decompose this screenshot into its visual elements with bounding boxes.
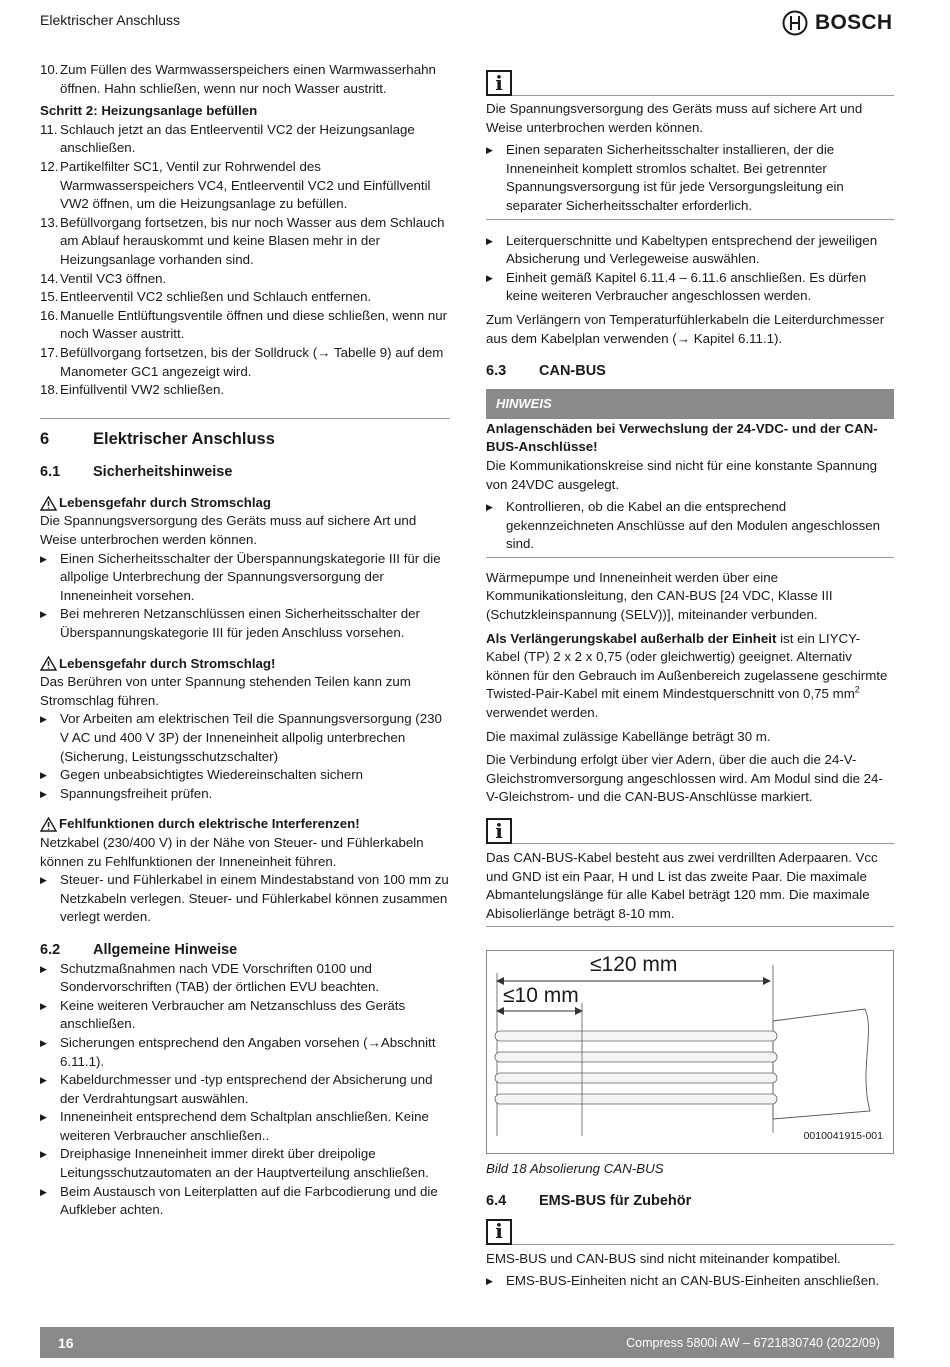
paragraph: Als Verlängerungskabel außerhalb der Einheit ist ein LIYCY-Kabel (TP) 2 x 2 x 0,75 (oder gleichwertig) geeignet. Alternativ können für den Gebrauch im Außenbereich zugelassene geschirmte Twisted-Pair-Kabel mit einem Mindestquerschnitt von 0,75 $mm^2$ verwendet werden. (486, 630, 888, 721)
warning-title: Lebensgefahr durch Stromschlag! (40, 655, 450, 674)
section-divider (40, 418, 450, 419)
step-item: 16. Manuelle Entlüftungsventile öffnen und diese schließen, wenn nur noch Wasser austritt. (40, 307, 448, 342)
bullet-item: ▶ Einen separaten Sicherheitsschalter installieren, der die Inneneinheit komplett stromlos schaltet. Bei getrennter Spannungsversorgung ist für jede Versorgungsleitung ein separater Sicherheitsschalter erforderlich. (486, 141, 894, 215)
figure-id: 0010041915-001 (803, 1129, 883, 1142)
bullet-item: ▶ Kontrollieren, ob die Kabel an die entsprechend gekennzeichneten Anschlüsse auf den Modulen angeschlossen sind. (486, 498, 894, 554)
info-text: EMS-BUS und CAN-BUS sind nicht miteinander kompatibel. (486, 1250, 841, 1266)
step-item: 11. Schlauch jetzt an das Entleerventil VC2 der Heizungsanlage anschließen. (40, 121, 415, 156)
paragraph: Die Verbindung erfolgt über vier Adern, über die auch die 24-V-Gleichstromversorgung angeschlossen wird. Am Modul sind die 24-V-Gleichstrom- und die CAN-BUS-Anschlüsse markiert. (486, 752, 883, 805)
bullet-item: ▶ Vor Arbeiten am elektrischen Teil die Spannungsversorgung (230 V AC und 400 V 3P) der Inneneinheit allpolig unterbrechen (Sicherung, Leistungsschutzschalter) (40, 710, 450, 766)
bullet-item: ▶ Kabeldurchmesser und -typ entsprechend der Absicherung und der Verdrahtungsart auswählen. (40, 1071, 450, 1108)
info-text: Das CAN-BUS-Kabel besteht aus zwei verdrillten Aderpaaren. Vcc und GND ist ein Paar, H und L ist das zweite Paar. Die maximale Abmantelungslänge für alle Kabel beträgt 120 mm. Die maximale Abisolierlänge beträgt 8-10 mm. (486, 850, 878, 921)
dimension-label-jacket: ≤120 mm (590, 953, 678, 977)
bullet-item: ▶ EMS-BUS-Einheiten nicht an CAN-BUS-Einheiten anschließen. (486, 1272, 894, 1291)
subsection-heading: 6.3 CAN-BUS (486, 363, 606, 380)
warning-title: Fehlfunktionen durch elektrische Interferenzen! (40, 815, 450, 834)
step-item: 15. Entleerventil VC2 schließen und Schlauch entfernen. (40, 289, 372, 305)
running-header-title: Elektrischer Anschluss (40, 12, 181, 28)
subsection-heading: 6.2 Allgemeine Hinweise (40, 941, 238, 958)
info-text: Die Spannungsversorgung des Geräts muss auf sichere Art und Weise unterbrochen werden können. (486, 101, 863, 135)
brand-name: BOSCH (815, 11, 893, 34)
subsection-heading: 6.1 Sicherheitshinweise (40, 464, 233, 481)
warning-text: Das Berühren von unter Spannung stehenden Teilen kann zum Stromschlag führen. (40, 674, 411, 708)
notice-text: Die Kommunikationskreise sind nicht für eine konstante Spannung von 24VDC ausgelegt. (486, 457, 878, 492)
paragraph: Wärmepumpe und Inneneinheit werden über eine Kommunikationsleitung, den CAN-BUS [24 VDC, Klasse III (Schutzkleinspannung (SELV))], miteinander verbunden. (486, 569, 833, 623)
bullet-item: ▶ Einen Sicherheitsschalter der Überspannungskategorie III für die allpolige Unterbrechung der Spannungsversorgung der Inneneinheit vorsehen. (40, 550, 450, 606)
step-item: 12. Partikelfilter SC1, Ventil zur Rohrwendel des Warmwasserspeichers VC4, Entleerventil VC2 und Einfüllventil VW2 öffnen, um die Heizungsanlage zu befüllen. (40, 158, 431, 212)
info-icon: i (486, 70, 512, 96)
page-footer (40, 1327, 894, 1358)
bullet-item: ▶ Bei mehreren Netzanschlüssen einen Sicherheitsschalter der Überspannungskategorie III für jeden Anschluss vorsehen. (40, 605, 450, 642)
document-reference: Compress 5800i AW – 6721830740 (2022/09) (626, 1335, 880, 1350)
bullet-item: ▶ Schutzmaßnahmen nach VDE Vorschriften 0100 und Sondervorschriften (TAB) der örtlichen EVU beachten. (40, 960, 450, 997)
warning-triangle-icon (40, 496, 57, 511)
step-heading: Schritt 2: Heizungsanlage befüllen (40, 103, 258, 119)
figure-stripping-diagram (486, 950, 894, 1154)
paragraph: Zum Verlängern von Temperaturfühlerkabeln die Leiterdurchmesser aus dem Kabelplan verwenden (→ Kapitel 6.11.1). (486, 311, 885, 346)
notice-end-rule (486, 557, 894, 558)
info-icon: i (486, 1219, 512, 1245)
step-item: 13. Befüllvorgang fortsetzen, bis nur noch Wasser aus dem Schlauch am Ablauf herauskommt und keine Blasen mehr in der Heizungsanlage vorhanden sind. (40, 214, 445, 267)
bullet-item: ▶ Einheit gemäß Kapitel 6.11.4 – 6.11.6 anschließen. Es dürfen keine weiteren Verbraucher angeschlossen werden. (486, 269, 894, 306)
cable-diagram (487, 951, 893, 1151)
figure-caption: Bild 18 Absolierung CAN-BUS (486, 1161, 664, 1177)
bullet-item: ▶ Dreiphasige Inneneinheit immer direkt über dreipolige Leitungsschutzautomaten an der Hauptverteilung anschließen. (40, 1145, 450, 1182)
bullet-item: ▶ Steuer- und Fühlerkabel in einem Mindestabstand von 100 mm zu Netzkabeln verlegen. Steuer- und Fühlerkabel können zusammen verlegt werden. (40, 871, 450, 927)
warning-title: Lebensgefahr durch Stromschlag (40, 494, 450, 513)
bullet-item: ▶ Keine weiteren Verbraucher am Netzanschluss des Geräts anschließen. (40, 997, 450, 1034)
bullet-item: ▶ Sicherungen entsprechend den Angaben vorsehen (→Abschnitt 6.11.1). (40, 1034, 450, 1071)
info-icon: i (486, 818, 512, 844)
bullet-item: ▶ Gegen unbeabsichtigtes Wiedereinschalten sichern (40, 766, 450, 785)
notice-banner: HINWEIS (486, 389, 894, 419)
subsection-heading: 6.4 EMS-BUS für Zubehör (486, 1192, 692, 1209)
bosch-armature-icon (782, 10, 808, 36)
info-header (486, 1215, 894, 1245)
step-item: 18. Einfüllventil VW2 schließen. (40, 382, 225, 398)
info-header (486, 814, 894, 844)
paragraph: Die maximal zulässige Kabellänge beträgt 30 m. (486, 728, 771, 744)
left-column (40, 61, 450, 1220)
bullet-item: ▶ Leiterquerschnitte und Kabeltypen entsprechend der jeweiligen Absicherung und Verlegeweise auswählen. (486, 232, 894, 269)
right-column (486, 66, 894, 1291)
section-heading: 6 Elektrischer Anschluss (40, 429, 275, 448)
warning-triangle-icon (40, 656, 57, 671)
bullet-item: ▶ Spannungsfreiheit prüfen. (40, 785, 450, 804)
page-number: 16 (58, 1334, 74, 1351)
bullet-item: ▶ Beim Austausch von Leiterplatten auf die Farbcodierung und die Aufkleber achten. (40, 1183, 450, 1220)
warning-text: Netzkabel (230/400 V) in der Nähe von Steuer- und Fühlerkabeln können zu Fehlfunktionen der Inneneinheit führen. (40, 834, 424, 869)
info-end-rule (486, 926, 894, 927)
dimension-label-strip: ≤10 mm (503, 984, 579, 1008)
info-end-rule (486, 219, 894, 220)
step-item: 14. Ventil VC3 öffnen. (40, 270, 167, 286)
step-list (40, 121, 450, 400)
info-header (486, 66, 894, 96)
warning-text: Die Spannungsversorgung des Geräts muss auf sichere Art und Weise unterbrochen werden können. (40, 513, 417, 548)
warning-triangle-icon (40, 817, 57, 832)
notice-title: Anlagenschäden bei Verwechslung der 24-VDC- und der CAN-BUS-Anschlüsse! (486, 420, 878, 455)
bullet-item: ▶ Inneneinheit entsprechend dem Schaltplan anschließen. Keine weiteren Verbraucher anschließen.. (40, 1108, 450, 1145)
step-item: 17. Befüllvorgang fortsetzen, bis der Solldruck (→ Tabelle 9) auf dem Manometer GC1 angezeigt wird. (40, 344, 444, 379)
step-item: 10. Zum Füllen des Warmwasserspeichers einen Warmwasserhahn öffnen. Hahn schließen, wenn nur noch Wasser austritt. (40, 62, 436, 96)
bosch-logo (782, 9, 892, 37)
